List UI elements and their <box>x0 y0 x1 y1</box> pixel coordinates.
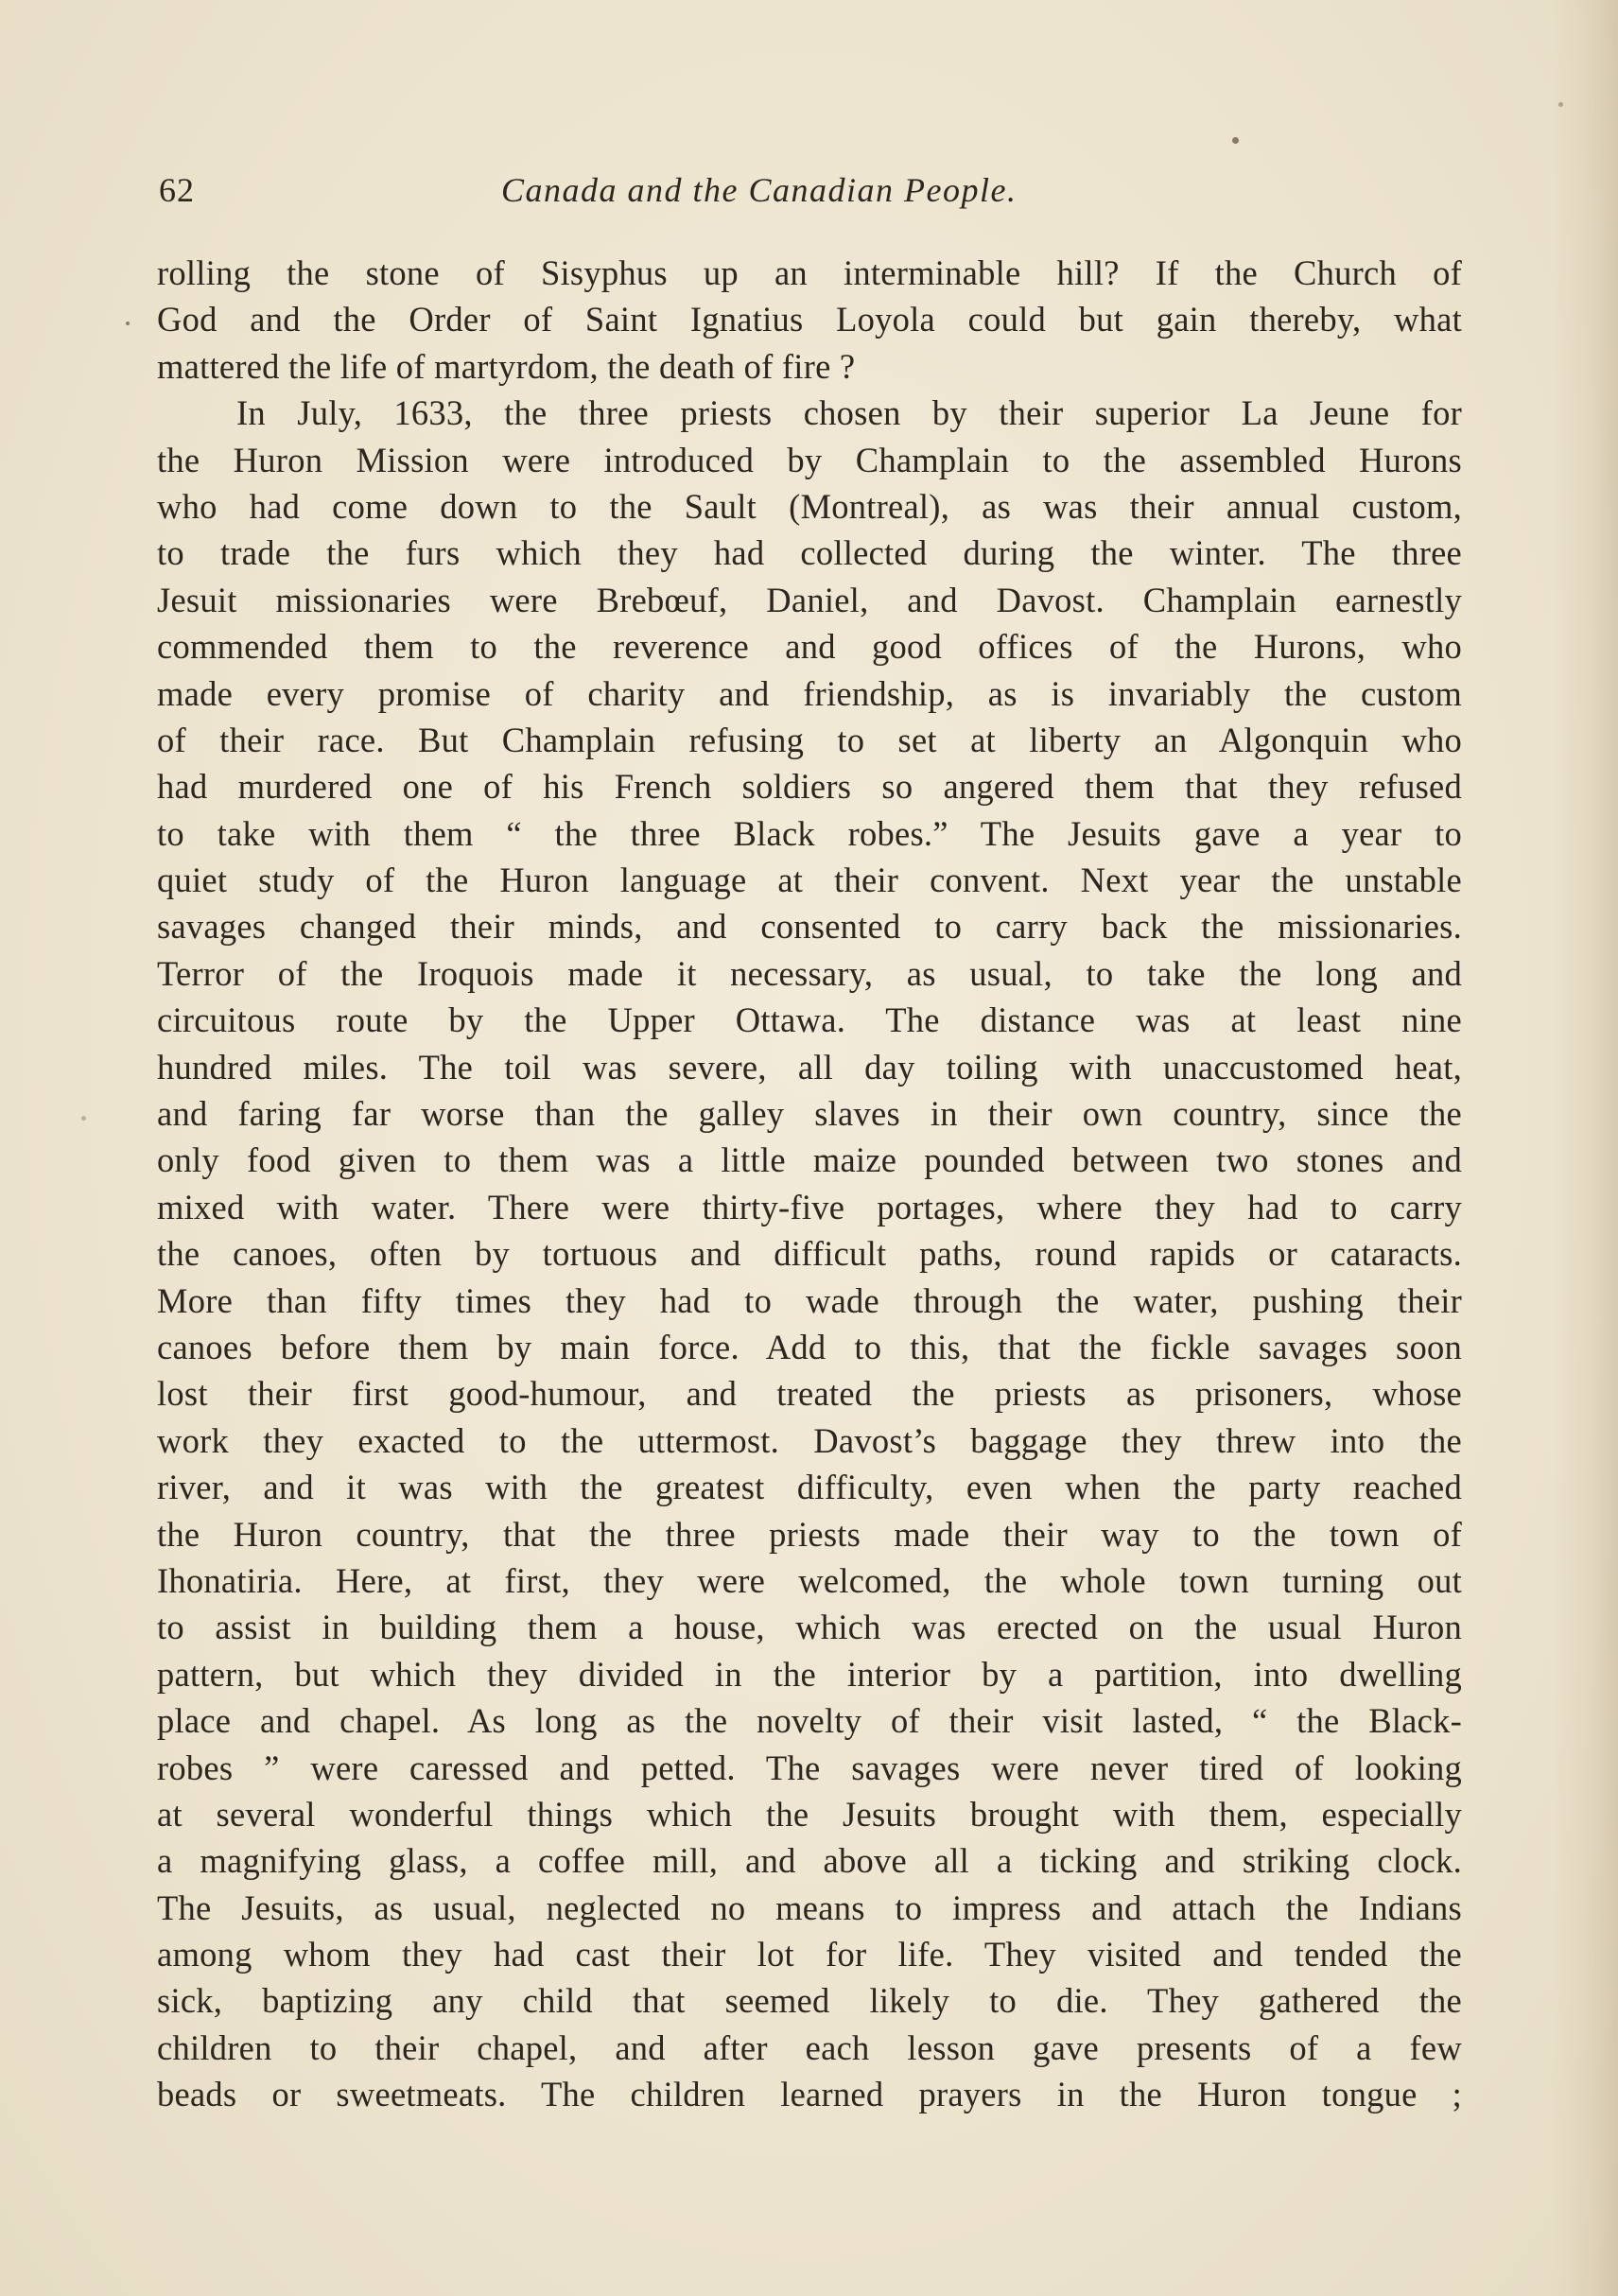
text-line: sick, baptizing any child that seemed likely to die. They gathered the <box>157 1981 1462 2021</box>
text-line: and faring far worse than the galley slaves in their own country, since the <box>157 1094 1462 1134</box>
text-line: who had come down to the Sault (Montreal), as was their annual custom, <box>157 486 1462 526</box>
text-line: circuitous route by the Upper Ottawa. The distance was at least nine <box>157 1000 1462 1040</box>
paper-speck <box>126 322 130 325</box>
body-text <box>157 250 1462 2118</box>
text-line: More than fifty times they had to wade through the water, pushing their <box>157 1280 1462 1320</box>
text-line: Terror of the Iroquois made it necessary, as usual, to take the long and <box>157 953 1462 993</box>
text-line: Ihonatiria. Here, at first, they were welcomed, the whole town turning out <box>157 1560 1462 1600</box>
page-number: 62 <box>159 171 195 209</box>
text-line: the canoes, often by tortuous and difficult paths, round rapids or cataracts. <box>157 1234 1462 1274</box>
text-line: canoes before them by main force. Add to this, that the fickle savages soon <box>157 1327 1462 1366</box>
text-line: hundred miles. The toil was severe, all day toiling with unaccustomed heat, <box>157 1047 1462 1087</box>
paper-speck <box>1232 137 1239 144</box>
text-line: pattern, but which they divided in the interior by a partition, into dwelling <box>157 1654 1462 1694</box>
text-line: mattered the life of martyrdom, the death of fire ? <box>157 346 856 386</box>
text-line: work they exacted to the uttermost. Davost’s baggage they threw into the <box>157 1420 1462 1460</box>
text-line: only food given to them was a little maize pounded between two stones and <box>157 1140 1462 1180</box>
text-line: quiet study of the Huron language at their convent. Next year the unstable <box>157 861 1462 900</box>
paper-speck <box>1558 102 1563 107</box>
text-line: God and the Order of Saint Ignatius Loyola could but gain thereby, what <box>157 300 1462 339</box>
running-header <box>159 166 1456 214</box>
text-line: lost their first good-humour, and treated the priests as prisoners, whose <box>157 1374 1462 1414</box>
text-line: among whom they had cast their lot for life. They visited and tended the <box>157 1935 1462 1974</box>
text-line: to trade the furs which they had collected during the winter. The three <box>157 533 1462 573</box>
text-line: of their race. But Champlain refusing to set at liberty an Algonquin who <box>157 720 1462 759</box>
text-line: mixed with water. There were thirty-five portages, where they had to carry <box>157 1187 1462 1226</box>
text-line: to assist in building them a house, which was erected on the usual Huron <box>157 1608 1462 1647</box>
text-line: robes ” were caressed and petted. The savages were never tired of looking <box>157 1748 1462 1787</box>
text-line: the Huron Mission were introduced by Champlain to the assembled Hurons <box>157 440 1462 479</box>
text-line: the Huron country, that the three priests made their way to the town of <box>157 1514 1462 1554</box>
paper-speck <box>81 1116 86 1121</box>
text-line: to take with them “ the three Black robes.” The Jesuits gave a year to <box>157 813 1462 853</box>
text-line: commended them to the reverence and good offices of the Hurons, who <box>157 627 1462 667</box>
text-line: river, and it was with the greatest difficulty, even when the party reached <box>157 1468 1462 1507</box>
text-line: a magnifying glass, a coffee mill, and above all a ticking and striking clock. <box>157 1841 1462 1881</box>
text-line: savages changed their minds, and consented to carry back the missionaries. <box>157 907 1462 947</box>
text-line: had murdered one of his French soldiers so angered them that they refused <box>157 767 1462 807</box>
text-line: at several wonderful things which the Jesuits brought with them, especially <box>157 1794 1462 1834</box>
text-line: The Jesuits, as usual, neglected no means to impress and attach the Indians <box>157 1887 1462 1927</box>
running-title: Canada and the Canadian People. <box>501 171 1018 209</box>
text-line: children to their chapel, and after each lesson gave presents of a few <box>157 2027 1462 2067</box>
text-line: rolling the stone of Sisyphus up an interminable hill? If the Church of <box>157 253 1462 292</box>
text-line: made every promise of charity and friendship, as is invariably the custom <box>157 673 1462 713</box>
text-line: beads or sweetmeats. The children learned prayers in the Huron tongue ; <box>157 2075 1462 2114</box>
page-edge-shadow <box>1552 0 1618 2296</box>
text-line: Jesuit missionaries were Brebœuf, Daniel, and Davost. Champlain earnestly <box>157 580 1462 619</box>
text-line: In July, 1633, the three priests chosen by their superior La Jeune for <box>236 393 1462 433</box>
text-line: place and chapel. As long as the novelty of their visit lasted, “ the Black- <box>157 1701 1462 1741</box>
